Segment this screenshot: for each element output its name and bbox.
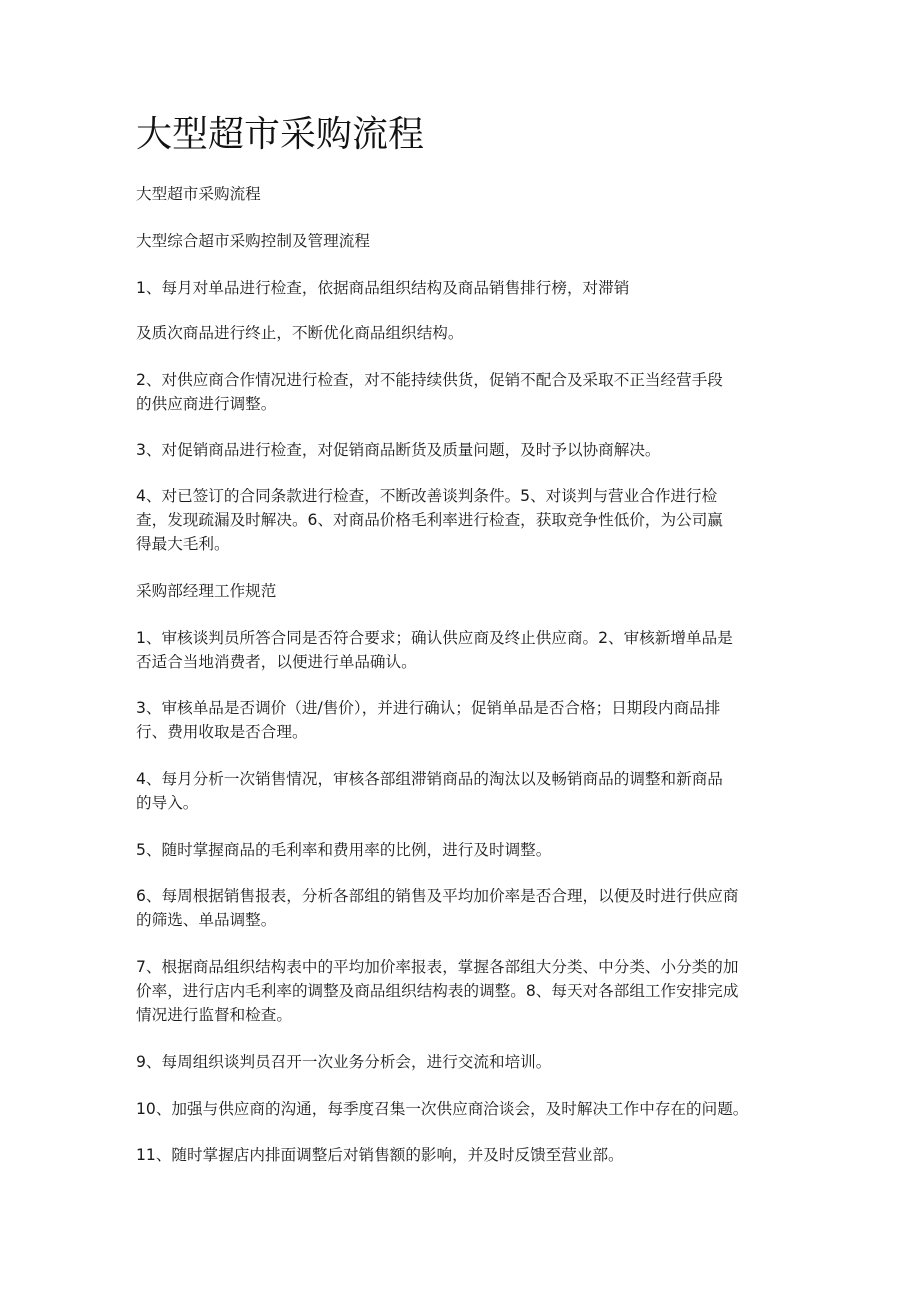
subtitle-text: 大型超市采购流程	[136, 185, 261, 203]
paragraph-line: 4、对已签订的合同条款进行检查，不断改善谈判条件。5、对谈判与营业合作进行检	[136, 487, 718, 505]
manager-item-7-8	[136, 955, 738, 1027]
section-heading-text: 大型综合超市采购控制及管理流程	[136, 232, 370, 250]
paragraph-line: 6、每周根据销售报表，分析各部组的销售及平均加价率是否合理，以便及时进行供应商	[136, 887, 739, 905]
manager-item-4	[136, 767, 723, 815]
paragraph-line: 否适合当地消费者，以便进行单品确认。	[136, 653, 417, 671]
paragraph-item-1-continued	[136, 321, 463, 345]
subtitle	[136, 182, 261, 206]
paragraph-item-1	[136, 276, 629, 300]
document-title: 大型超市采购流程	[136, 114, 425, 155]
paragraph-line: 价率，进行店内毛利率的调整及商品组织结构表的调整。8、每天对各部组工作安排完成	[136, 982, 739, 1000]
paragraph-line: 的筛选、单品调整。	[136, 911, 277, 929]
paragraph-line: 5、随时掌握商品的毛利率和费用率的比例，进行及时调整。	[136, 841, 552, 859]
paragraph-item-4-6	[136, 484, 723, 556]
paragraph-line: 3、审核单品是否调价（进/售价），并进行确认；促销单品是否合格；日期段内商品排	[136, 699, 721, 717]
manager-item-6	[136, 884, 738, 932]
paragraph-item-2	[136, 368, 723, 416]
paragraph-line: 3、对促销商品进行检查，对促销商品断货及质量问题，及时予以协商解决。	[136, 441, 661, 459]
paragraph-line: 行、费用收取是否合理。	[136, 723, 308, 741]
paragraph-line: 2、对供应商合作情况进行检查，对不能持续供货，促销不配合及采取不正当经营手段	[136, 371, 723, 389]
paragraph-item-3	[136, 438, 661, 462]
section-heading-text: 采购部经理工作规范	[136, 582, 277, 600]
paragraph-line: 的供应商进行调整。	[136, 395, 277, 413]
paragraph-line: 9、每周组织谈判员召开一次业务分析会，进行交流和培训。	[136, 1053, 552, 1071]
paragraph-line: 4、每月分析一次销售情况，审核各部组滞销商品的淘汰以及畅销商品的调整和新商品	[136, 770, 723, 788]
paragraph-line: 情况进行监督和检查。	[136, 1006, 292, 1024]
paragraph-line: 得最大毛利。	[136, 535, 230, 553]
paragraph-line: 11、随时掌握店内排面调整后对销售额的影响，并及时反馈至营业部。	[136, 1146, 624, 1164]
paragraph-line: 7、根据商品组织结构表中的平均加价率报表，掌握各部组大分类、中分类、小分类的加	[136, 958, 739, 976]
paragraph-line: 及质次商品进行终止，不断优化商品组织结构。	[136, 324, 464, 342]
manager-item-5	[136, 838, 551, 862]
paragraph-line: 1、审核谈判员所答合同是否符合要求；确认供应商及终止供应商。2、审核新增单品是	[136, 629, 733, 647]
manager-item-3	[136, 696, 720, 744]
paragraph-line: 的导入。	[136, 794, 199, 812]
section-heading-control	[136, 229, 370, 253]
paragraph-line: 1、每月对单品进行检查，依据商品组织结构及商品销售排行榜，对滞销	[136, 279, 630, 297]
manager-item-10	[136, 1097, 748, 1121]
section-heading-manager	[136, 579, 276, 603]
manager-item-1-2	[136, 626, 733, 674]
paragraph-line: 10、加强与供应商的沟通，每季度召集一次供应商洽谈会，及时解决工作中存在的问题。	[136, 1100, 749, 1118]
paragraph-line: 查，发现疏漏及时解决。6、对商品价格毛利率进行检查，获取竞争性低价，为公司赢	[136, 511, 723, 529]
manager-item-9	[136, 1050, 551, 1074]
manager-item-11	[136, 1143, 624, 1167]
